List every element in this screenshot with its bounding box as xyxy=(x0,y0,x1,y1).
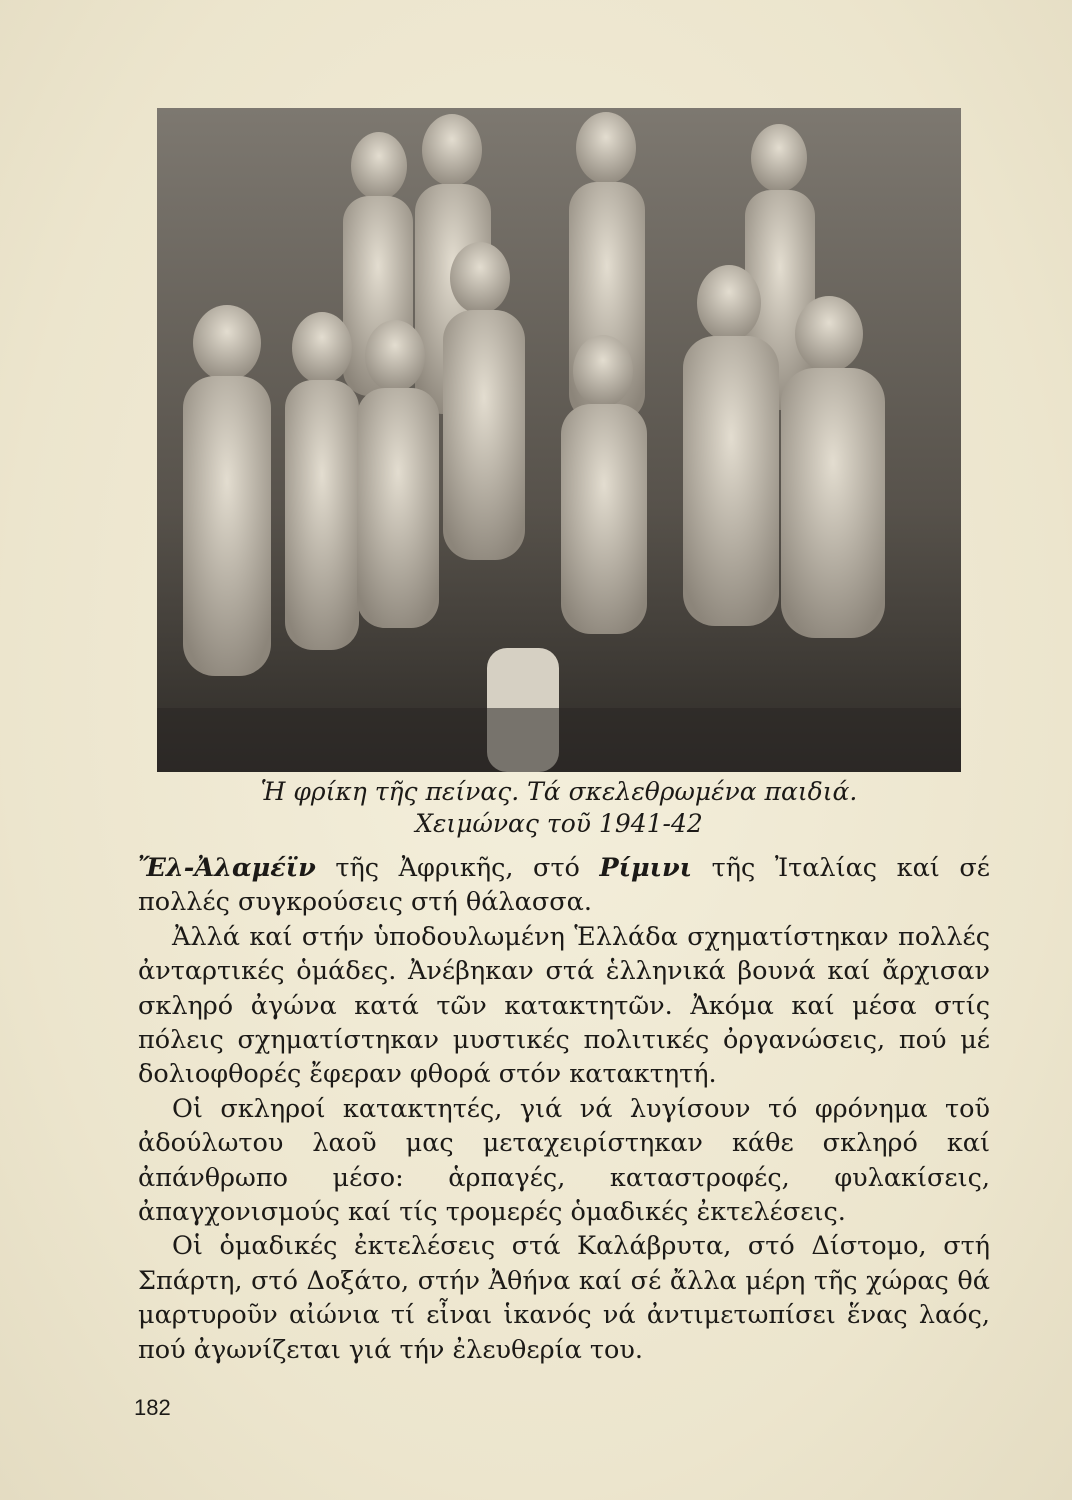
page-number: 182 xyxy=(134,1395,171,1420)
body-text xyxy=(138,851,990,1367)
photo-caption xyxy=(157,776,961,840)
place-name-el-alamein: Ἔλ-Ἀλαμέϊν xyxy=(138,853,316,883)
paragraph-3: Οἱ σκληροί κατακτητές, γιά νά λυγίσουν τό φρόνημα τοῦ ἀδούλωτου λαοῦ μας μεταχειρίστηκαν κάθε σκληρό καί ἀπάνθρωπο μέσο: ἁρπαγές, καταστροφές, φυλακίσεις, ἀπαγχονισμούς καί τίς τρομερές ὁμαδικές ἐκτελέσεις. xyxy=(138,1093,990,1228)
paragraph-1 xyxy=(138,851,990,920)
caption-line-2: Χειμώνας τοῦ 1941-42 xyxy=(415,809,703,838)
paragraph-2: Ἀλλά καί στήν ὑποδουλωμένη Ἑλλάδα σχηματίστηκαν πολλές ἀνταρτικές ὁμάδες. Ἀνέβηκαν στά ἑλληνικά βουνά καί ἄρχισαν σκληρό ἀγώνα κατά τῶν κατακτητῶν. Ἀκόμα καί μέσα στίς πόλεις σχηματίστηκαν μυστικές πολιτικές ὀργανώσεις, πού μέ δολιοφθορές ἔφεραν φθορά στόν κατακτητή. xyxy=(138,921,990,1090)
place-name-rimini: Ρίμινι xyxy=(599,853,693,883)
paragraph-1-text-b: τῆς Ἰταλίας καί σέ πολλές συγκρούσεις στή θάλασσα. xyxy=(138,853,990,918)
historical-photo xyxy=(157,108,961,772)
caption-line-1: Ἡ φρίκη τῆς πείνας. Τά σκελεθρωμένα παιδιά. xyxy=(260,777,858,806)
photo-icon xyxy=(157,108,961,772)
paragraph-1-text-a: τῆς Ἀφρικῆς, στό xyxy=(315,853,600,883)
paragraph-4: Οἱ ὁμαδικές ἐκτελέσεις στά Καλάβρυτα, στό Δίστομο, στή Σπάρτη, στό Δοξάτο, στήν Ἀθήνα καί σέ ἄλλα μέρη τῆς χώρας θά μαρτυροῦν αἰώνια τί εἶναι ἱκανός νά ἀντιμετωπίσει ἕνας λαός, πού ἀγωνίζεται γιά τήν ἐλευθερία του. xyxy=(138,1231,990,1365)
